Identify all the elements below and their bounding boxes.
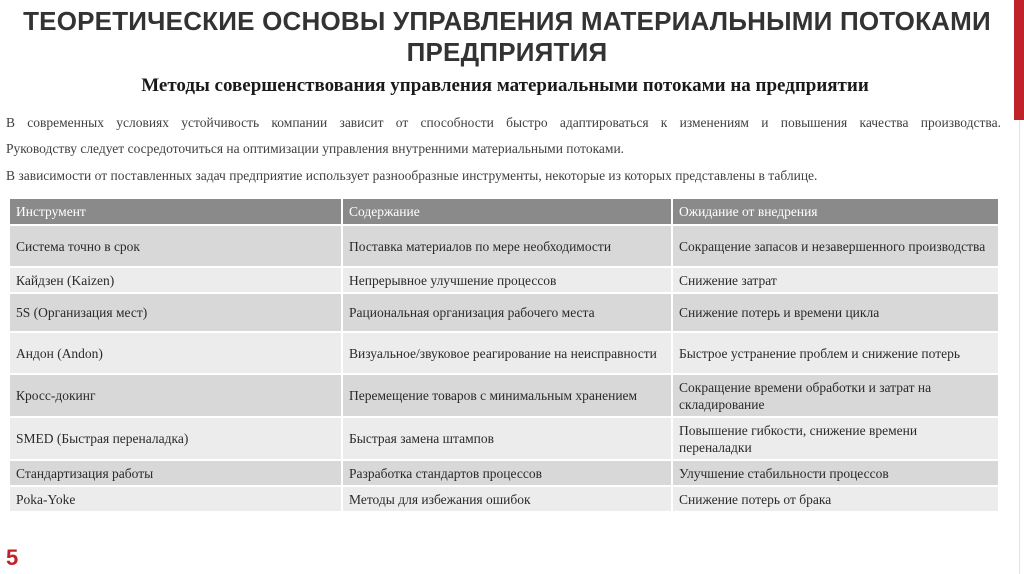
tools-table <box>10 199 1000 513</box>
table-row <box>10 225 999 267</box>
table-cell-tool: Кросс-докинг <box>10 374 342 417</box>
table-cell-tool: Стандартизация работы <box>10 460 342 486</box>
red-accent-bar <box>1014 0 1024 120</box>
table-cell-content: Быстрая замена штампов <box>342 417 672 460</box>
table-cell-expectation: Снижение затрат <box>672 267 999 293</box>
table-cell-tool: Poka-Yoke <box>10 486 342 512</box>
paragraph-management: Руководству следует сосредоточиться на оптимизации управления внутренними материальными потоками. <box>6 141 625 156</box>
table-row <box>10 486 999 512</box>
paragraph-tools: В зависимости от поставленных задач предприятие использует разнообразные инструменты, некоторые из которых представлены в таблице. <box>6 168 818 183</box>
table-cell-content: Непрерывное улучшение процессов <box>342 267 672 293</box>
column-header-content: Содержание <box>342 199 672 225</box>
column-header-tool: Инструмент <box>10 199 342 225</box>
table-cell-expectation: Сокращение времени обработки и затрат на складирование <box>672 374 999 417</box>
table-cell-tool: Кайдзен (Kaizen) <box>10 267 342 293</box>
table-row <box>10 460 999 486</box>
table-cell-expectation: Сокращение запасов и незавершенного производства <box>672 225 999 267</box>
table-cell-expectation: Повышение гибкости, снижение времени переналадки <box>672 417 999 460</box>
table-cell-content: Рациональная организация рабочего места <box>342 293 672 332</box>
table-row <box>10 332 999 374</box>
table-row <box>10 293 999 332</box>
table-header-row <box>10 199 999 225</box>
table-row <box>10 417 999 460</box>
slide-subtitle: Методы совершенствования управления материальными потоками на предприятии <box>141 75 869 96</box>
table-cell-tool: SMED (Быстрая переналадка) <box>10 417 342 460</box>
table-cell-content: Методы для избежания ошибок <box>342 486 672 512</box>
table-cell-content: Перемещение товаров с минимальным хранением <box>342 374 672 417</box>
table-cell-content: Визуальное/звуковое реагирование на неисправности <box>342 332 672 374</box>
slide-title: ТЕОРЕТИЧЕСКИЕ ОСНОВЫ УПРАВЛЕНИЯ МАТЕРИАЛЬНЫМИ ПОТОКАМИ ПРЕДПРИЯТИЯ <box>23 6 991 67</box>
table-row <box>10 267 999 293</box>
column-header-expectation: Ожидание от внедрения <box>672 199 999 225</box>
table-cell-expectation: Снижение потерь и времени цикла <box>672 293 999 332</box>
table-cell-expectation: Улучшение стабильности процессов <box>672 460 999 486</box>
table-row <box>10 374 999 417</box>
table-cell-content: Разработка стандартов процессов <box>342 460 672 486</box>
table-cell-tool: Система точно в срок <box>10 225 342 267</box>
paragraph-intro: В современных условиях устойчивость компании зависит от способности быстро адаптироваться к изменениям и повышения качества производства. <box>6 115 1001 130</box>
right-border-line <box>1019 120 1020 574</box>
table-cell-expectation: Снижение потерь от брака <box>672 486 999 512</box>
table-cell-content: Поставка материалов по мере необходимости <box>342 225 672 267</box>
page-number: 5 <box>6 545 19 570</box>
table-cell-tool: Андон (Andon) <box>10 332 342 374</box>
table-cell-expectation: Быстрое устранение проблем и снижение потерь <box>672 332 999 374</box>
table-cell-tool: 5S (Организация мест) <box>10 293 342 332</box>
